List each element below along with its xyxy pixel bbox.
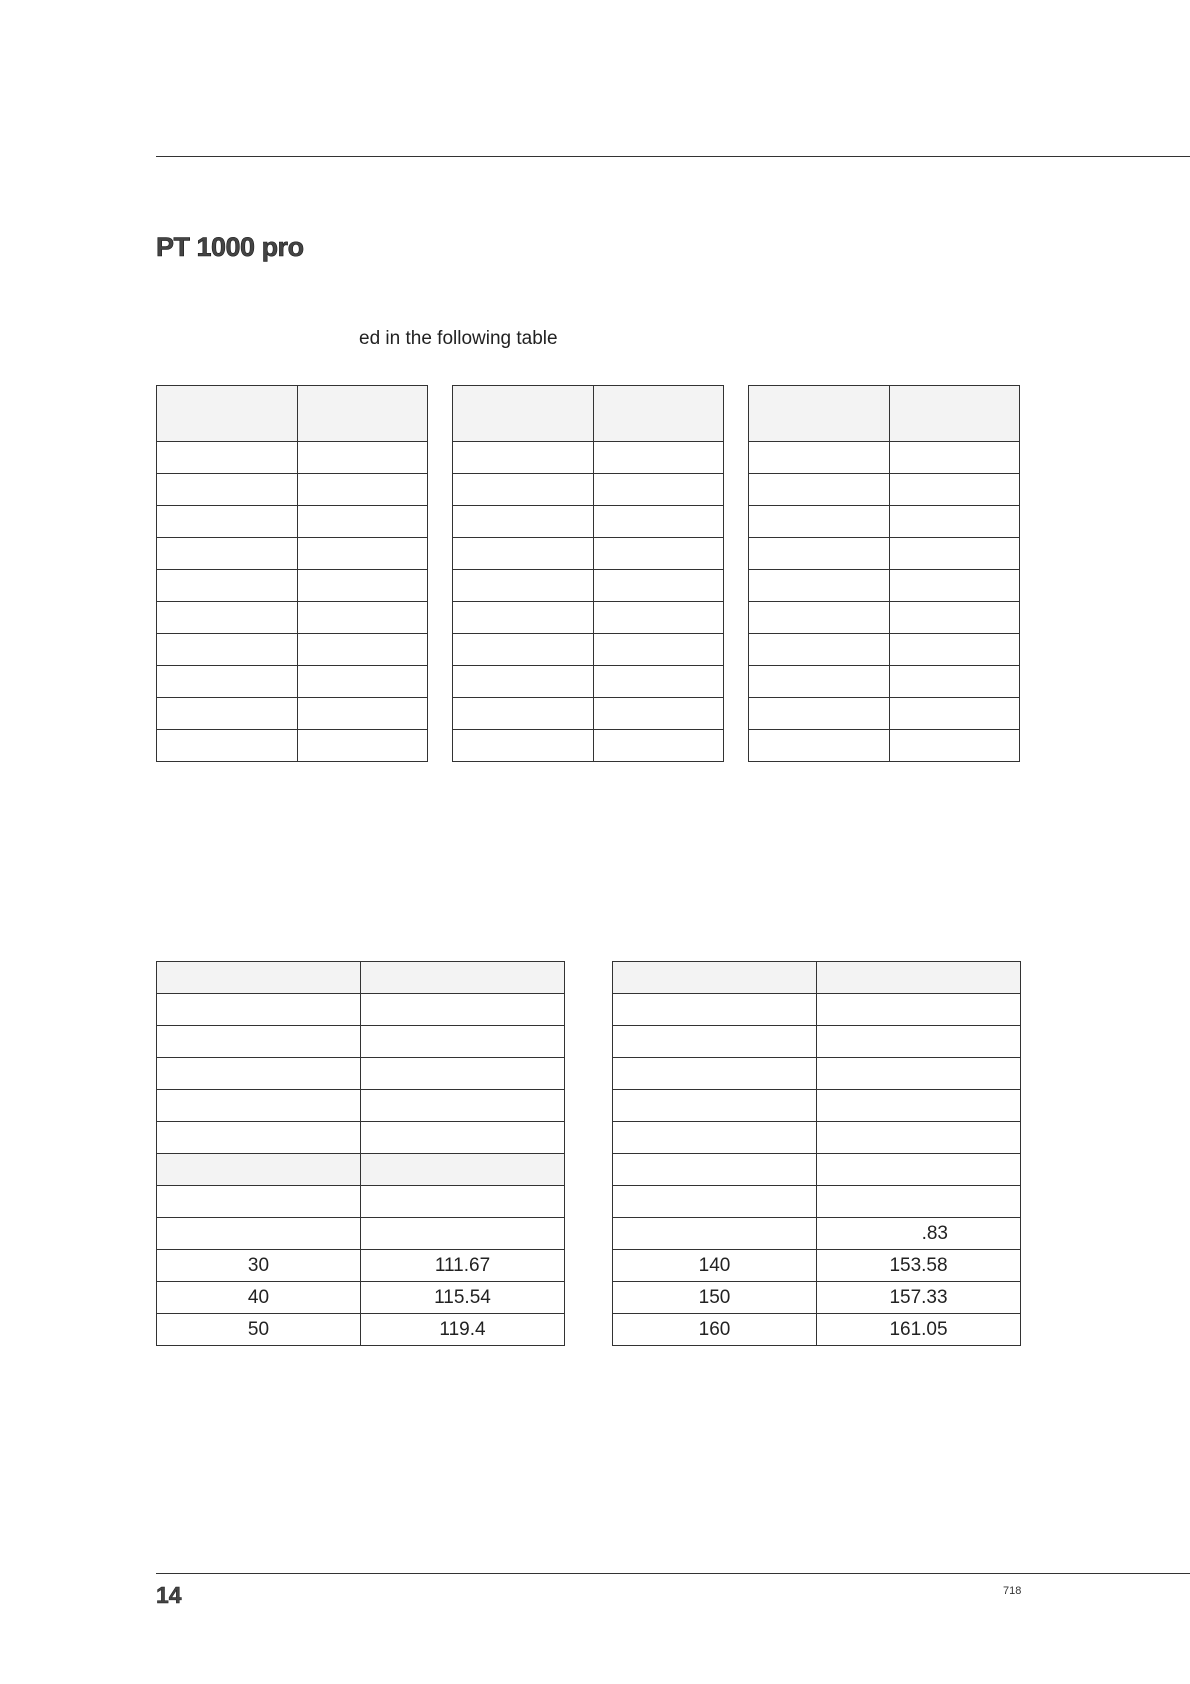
table-row [157, 442, 428, 474]
table-row [613, 1154, 1021, 1186]
table-cell [157, 994, 361, 1026]
table-row [157, 698, 428, 730]
table-row [157, 994, 565, 1026]
table-cell [817, 1090, 1021, 1122]
table-cell [890, 506, 1020, 538]
table-row [157, 1314, 565, 1346]
table-row [157, 634, 428, 666]
table-row [157, 506, 428, 538]
table-cell [361, 1122, 565, 1154]
table-header-row [453, 386, 724, 442]
header-cell [157, 962, 361, 994]
table-cell [594, 570, 724, 602]
table-row [749, 442, 1020, 474]
table-row [749, 698, 1020, 730]
table-cell [890, 442, 1020, 474]
table-cell [817, 1154, 1021, 1186]
table-cell [453, 634, 594, 666]
table-header-row [613, 962, 1021, 994]
table-header-row [157, 962, 565, 994]
page-number: 14 [156, 1582, 182, 1608]
table-cell [613, 1186, 817, 1218]
table-cell [157, 730, 298, 762]
table-row [613, 994, 1021, 1026]
table-row [157, 1154, 565, 1186]
table-cell [594, 442, 724, 474]
table-cell [594, 602, 724, 634]
table-cell [613, 1122, 817, 1154]
table-cell [613, 1218, 817, 1250]
table-cell [157, 474, 298, 506]
table-row [157, 1122, 565, 1154]
table-cell: 115.54 [361, 1282, 565, 1314]
header-cell [594, 386, 724, 442]
table-cell [453, 698, 594, 730]
table-cell [157, 1026, 361, 1058]
table-row [749, 602, 1020, 634]
table-cell [594, 698, 724, 730]
table-cell [298, 634, 428, 666]
table-cell [298, 538, 428, 570]
table-cell [749, 730, 890, 762]
page-title: PT 1000 pro [156, 232, 304, 262]
table-cell: 160 [613, 1314, 817, 1346]
table-cell [890, 602, 1020, 634]
table-row [749, 506, 1020, 538]
table-cell [749, 666, 890, 698]
resistance-table-3 [748, 385, 1020, 762]
table-cell [157, 1058, 361, 1090]
table-row [157, 570, 428, 602]
table-row [613, 1186, 1021, 1218]
table-cell [890, 570, 1020, 602]
table-cell [890, 730, 1020, 762]
table-cell: 153.58 [817, 1250, 1021, 1282]
table-row [749, 634, 1020, 666]
table-cell [157, 698, 298, 730]
table-cell [890, 538, 1020, 570]
table-row [157, 1058, 565, 1090]
table-row [749, 570, 1020, 602]
table-row [613, 1250, 1021, 1282]
table-row [157, 666, 428, 698]
table-cell [298, 698, 428, 730]
table-cell: 157.33 [817, 1282, 1021, 1314]
table-cell: .83 [817, 1218, 1021, 1250]
table-cell [817, 1186, 1021, 1218]
table-cell [890, 698, 1020, 730]
table-cell [157, 1186, 361, 1218]
header-cell [890, 386, 1020, 442]
table-row [157, 1090, 565, 1122]
table-cell [361, 1058, 565, 1090]
table-cell [157, 506, 298, 538]
table-row [749, 730, 1020, 762]
header-cell [817, 962, 1021, 994]
table-cell [594, 730, 724, 762]
table-cell [298, 442, 428, 474]
table-cell: 161.05 [817, 1314, 1021, 1346]
table-row [453, 730, 724, 762]
table-cell: 119.4 [361, 1314, 565, 1346]
table-row [157, 1250, 565, 1282]
table-cell [613, 1026, 817, 1058]
document-code: 718 [1003, 1585, 1022, 1597]
table-cell [361, 1026, 565, 1058]
table-cell [453, 730, 594, 762]
table-cell [594, 634, 724, 666]
table-cell: 150 [613, 1282, 817, 1314]
table-row [749, 666, 1020, 698]
table-cell [157, 442, 298, 474]
table-cell [361, 1186, 565, 1218]
table-cell [157, 602, 298, 634]
table-cell [298, 474, 428, 506]
resistance-table-1 [156, 385, 428, 762]
table-row [157, 1218, 565, 1250]
table-cell [453, 666, 594, 698]
temperature-resistance-table-left [156, 961, 565, 1346]
table-cell: 50 [157, 1314, 361, 1346]
table-row [453, 506, 724, 538]
header-cell [157, 386, 298, 442]
table-cell [453, 602, 594, 634]
table-cell [890, 666, 1020, 698]
table-cell [890, 474, 1020, 506]
table-header-row [749, 386, 1020, 442]
table-cell [361, 994, 565, 1026]
table-cell [298, 506, 428, 538]
table-row [613, 1314, 1021, 1346]
table-cell [749, 698, 890, 730]
table-row [613, 1090, 1021, 1122]
table-cell [817, 1058, 1021, 1090]
table-row [613, 1026, 1021, 1058]
table-row [613, 1058, 1021, 1090]
table-cell: 111.67 [361, 1250, 565, 1282]
table-cell: 40 [157, 1282, 361, 1314]
table-cell [817, 1122, 1021, 1154]
table-cell [298, 602, 428, 634]
table-cell [361, 1218, 565, 1250]
table-row [613, 1218, 1021, 1250]
table-cell [157, 1154, 361, 1186]
table-row [453, 698, 724, 730]
table-cell [298, 570, 428, 602]
table-cell [594, 474, 724, 506]
table-cell [453, 442, 594, 474]
table-cell [298, 666, 428, 698]
table-cell [817, 994, 1021, 1026]
table-cell [453, 506, 594, 538]
table-row [453, 570, 724, 602]
table-row [613, 1122, 1021, 1154]
table-cell [157, 1122, 361, 1154]
table-row [749, 538, 1020, 570]
table-row [453, 666, 724, 698]
table-row [157, 1282, 565, 1314]
table-cell: 140 [613, 1250, 817, 1282]
table-cell [890, 634, 1020, 666]
header-cell [749, 386, 890, 442]
header-cell [613, 962, 817, 994]
table-row [157, 602, 428, 634]
table-cell [453, 538, 594, 570]
table-row [453, 442, 724, 474]
intro-text: ed in the following table [359, 328, 558, 349]
table-row [453, 634, 724, 666]
table-row [157, 1186, 565, 1218]
table-cell [749, 506, 890, 538]
table-row [749, 474, 1020, 506]
table-cell [361, 1154, 565, 1186]
table-cell [613, 1058, 817, 1090]
header-cell [453, 386, 594, 442]
table-cell: 30 [157, 1250, 361, 1282]
table-cell [594, 666, 724, 698]
table-cell [594, 538, 724, 570]
table-cell [298, 730, 428, 762]
table-cell [749, 634, 890, 666]
table-header-row [157, 386, 428, 442]
table-cell [613, 1090, 817, 1122]
table-row [157, 474, 428, 506]
table-cell [613, 1154, 817, 1186]
table-cell [157, 570, 298, 602]
resistance-table-2 [452, 385, 724, 762]
table-row [453, 474, 724, 506]
table-cell [749, 538, 890, 570]
table-cell [594, 506, 724, 538]
table-cell [157, 1090, 361, 1122]
table-cell [749, 442, 890, 474]
table-cell [361, 1090, 565, 1122]
table-row [613, 1282, 1021, 1314]
table-row [157, 538, 428, 570]
table-cell [157, 634, 298, 666]
table-cell [817, 1026, 1021, 1058]
table-cell [157, 1218, 361, 1250]
table-cell [749, 602, 890, 634]
table-row [157, 1026, 565, 1058]
header-cell [361, 962, 565, 994]
header-cell [298, 386, 428, 442]
table-row [453, 538, 724, 570]
table-row [453, 602, 724, 634]
temperature-resistance-table-right [612, 961, 1021, 1346]
table-cell [613, 994, 817, 1026]
table-cell [157, 538, 298, 570]
table-cell [453, 570, 594, 602]
table-cell [453, 474, 594, 506]
footer-rule [156, 1573, 1190, 1574]
table-row [157, 730, 428, 762]
header-rule [156, 156, 1190, 157]
table-cell [749, 570, 890, 602]
table-cell [749, 474, 890, 506]
table-cell [157, 666, 298, 698]
